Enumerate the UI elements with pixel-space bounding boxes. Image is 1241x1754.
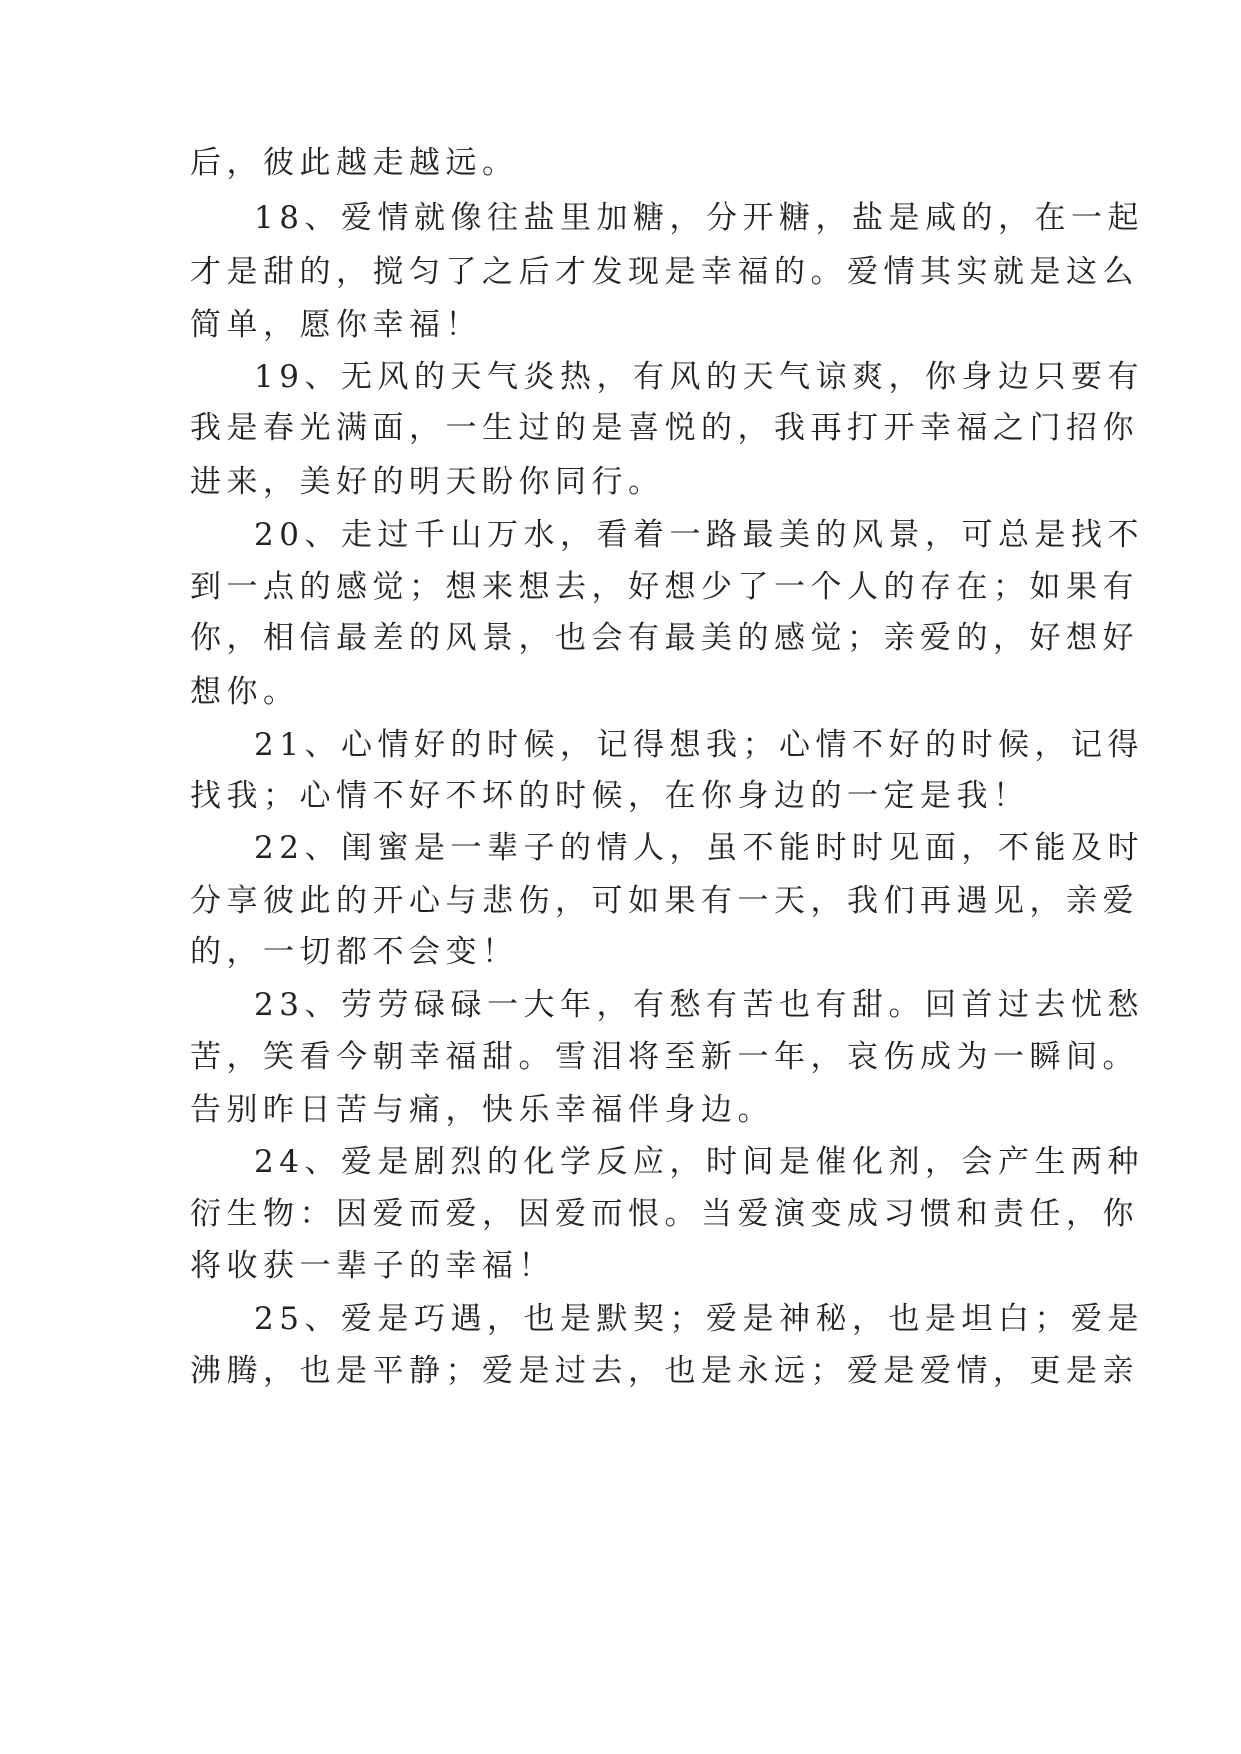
text-line: 才是甜的，搅匀了之后才发现是幸福的。爱情其实就是这么: [190, 254, 1139, 290]
text-line: 你，相信最差的风景，也会有最美的感觉；亲爱的，好想好: [190, 620, 1139, 656]
text-line: 后，彼此越走越远。: [190, 145, 519, 181]
paragraph-24-first-line: 24、爱是剧烈的化学反应，时间是催化剂，会产生两种: [254, 1144, 1144, 1180]
text-line: 衍生物：因爱而爱，因爱而恨。当爱演变成习惯和责任，你: [190, 1196, 1139, 1232]
text-line: 找我；心情不好不坏的时候，在你身边的一定是我！: [190, 778, 1030, 814]
text-line: 的，一切都不会变！: [190, 934, 519, 970]
text-line: 将收获一辈子的幸福！: [190, 1248, 555, 1284]
paragraph-18-first-line: 18、爱情就像往盐里加糖，分开糖，盐是咸的，在一起: [254, 200, 1144, 236]
text-line: 告别昨日苦与痛，快乐幸福伴身边。: [190, 1092, 774, 1128]
text-line: 简单，愿你幸福！: [190, 307, 482, 343]
paragraph-22-first-line: 22、闺蜜是一辈子的情人，虽不能时时见面，不能及时: [254, 830, 1144, 866]
paragraph-23-first-line: 23、劳劳碌碌一大年，有愁有苦也有甜。回首过去忧愁: [254, 987, 1144, 1023]
text-line: 想你。: [190, 674, 300, 710]
paragraph-21-first-line: 21、心情好的时候，记得想我；心情不好的时候，记得: [254, 727, 1144, 763]
text-line: 进来，美好的明天盼你同行。: [190, 464, 665, 500]
paragraph-20-first-line: 20、走过千山万水，看着一路最美的风景，可总是找不: [254, 517, 1144, 553]
paragraph-25-first-line: 25、爱是巧遇，也是默契；爱是神秘，也是坦白；爱是: [254, 1301, 1144, 1337]
text-line: 我是春光满面，一生过的是喜悦的，我再打开幸福之门招你: [190, 410, 1139, 446]
paragraph-19-first-line: 19、无风的天气炎热，有风的天气谅爽，你身边只要有: [254, 359, 1144, 395]
text-line: 苦，笑看今朝幸福甜。雪泪将至新一年，哀伤成为一瞬间。: [190, 1039, 1139, 1075]
text-line: 到一点的感觉；想来想去，好想少了一个人的存在；如果有: [190, 569, 1139, 605]
text-line: 分享彼此的开心与悲伤，可如果有一天，我们再遇见，亲爱: [190, 883, 1139, 919]
text-line: 沸腾，也是平静；爱是过去，也是永远；爱是爱情，更是亲: [190, 1353, 1139, 1389]
